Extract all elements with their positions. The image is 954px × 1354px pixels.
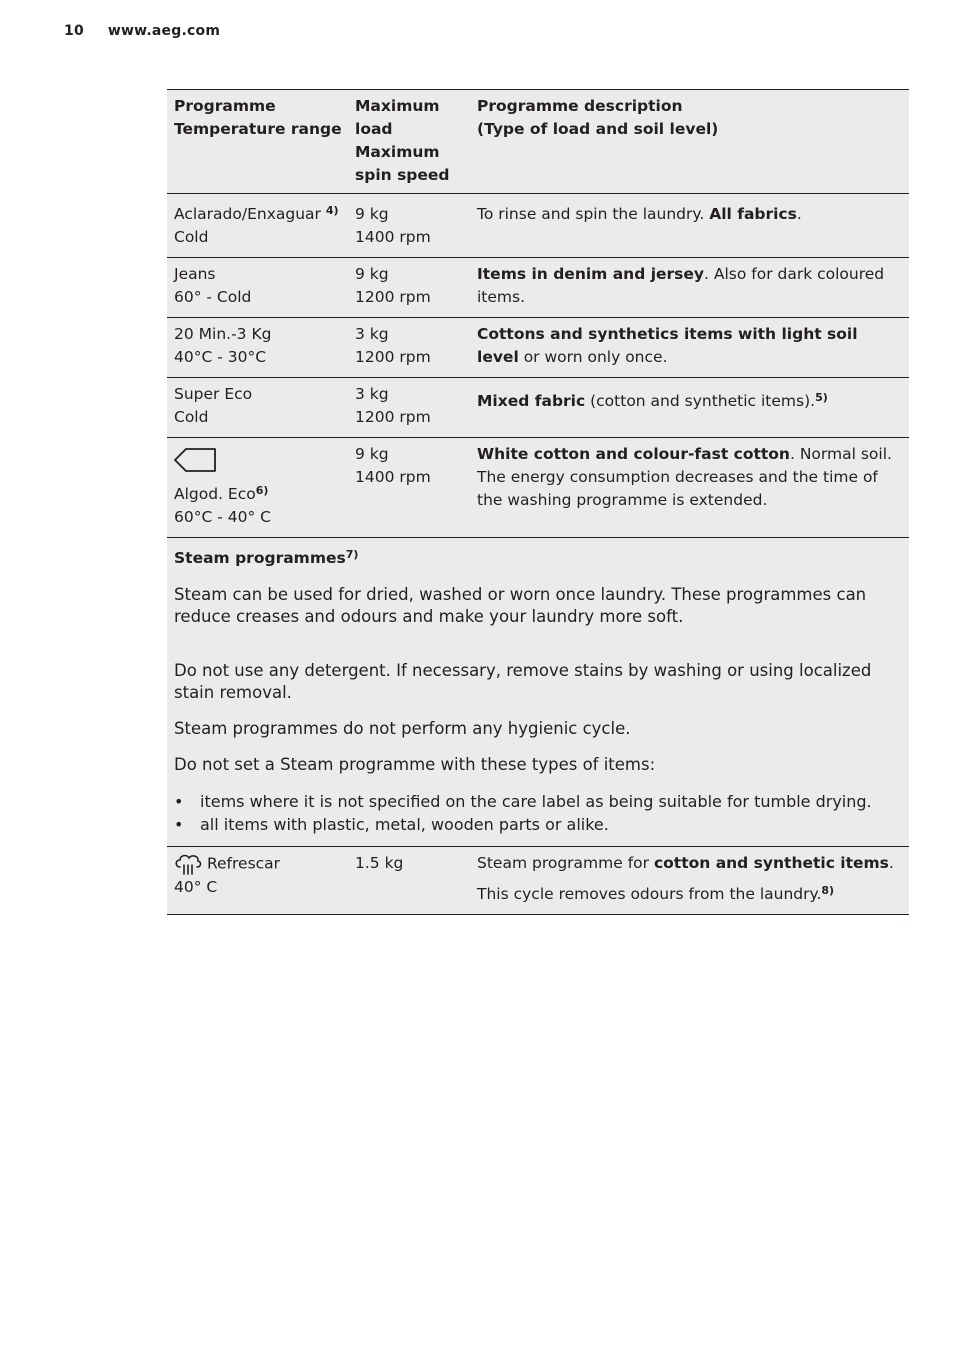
table-row [167, 318, 909, 378]
column-header-description: Programme description (Type of load and soil level) [477, 97, 719, 138]
description-cell: Cottons and synthetics items with light soil level or worn only once. [477, 325, 858, 366]
programme-cell: Jeans 60° - Cold [174, 265, 252, 306]
footnote-ref: 4) [325, 204, 339, 217]
steam-paragraph: Do not set a Steam programme with these types of items: [174, 755, 656, 774]
steam-paragraph: Steam can be used for dried, washed or worn once laundry. These programmes can reduce creases and odours and make your laundry more soft. [174, 585, 867, 626]
load-cell: 9 kg 1200 rpm [355, 265, 431, 306]
list-item: • all items with plastic, metal, wooden parts or alike. [174, 813, 895, 836]
site-url: www.aeg.com [107, 23, 221, 39]
page-number: 10 [64, 23, 84, 39]
load-cell: 3 kg 1200 rpm [355, 385, 431, 426]
list-item: • items where it is not specified on the care label as being suitable for tumble drying. [174, 790, 895, 813]
description-cell: Mixed fabric (cotton and synthetic items).$^{5)}$ [477, 391, 828, 410]
steam-paragraph: Do not use any detergent. If necessary, remove stains by washing or using localized stain removal. [174, 661, 872, 702]
steam-cloud-icon [174, 852, 202, 876]
footnote-ref: 7) [345, 548, 359, 561]
table-row [167, 847, 909, 915]
steam-paragraph: Steam programmes do not perform any hygienic cycle. [174, 719, 631, 738]
table-row [167, 438, 909, 538]
page-header [64, 23, 220, 39]
steam-programmes-section [167, 538, 909, 847]
description-cell: To rinse and spin the laundry. All fabrics. [477, 205, 802, 223]
programme-cell: 20 Min.-3 Kg 40°C - 30°C [174, 325, 272, 366]
eco-tag-icon [174, 447, 218, 473]
load-cell: 9 kg 1400 rpm [355, 205, 431, 246]
programme-cell: Aclarado/Enxaguar $^{4)}$ Cold [174, 204, 339, 246]
programme-cell: Super Eco Cold [174, 385, 253, 426]
column-header-programme: Programme Temperature range [174, 97, 342, 138]
table-header [167, 90, 909, 194]
load-cell: 3 kg 1200 rpm [355, 325, 431, 366]
table-row [167, 258, 909, 318]
description-cell: White cotton and colour-fast cotton. Normal soil. The energy consumption decreases and the time of the washing programme is extended. [477, 445, 892, 509]
load-cell: 9 kg 1400 rpm [355, 445, 431, 486]
footnote-ref: 6) [255, 484, 269, 497]
description-cell: Items in denim and jersey. Also for dark coloured items. [477, 265, 885, 306]
description-cell: Steam programme for cotton and synthetic items. This cycle removes odours from the laundry.$^{8)}$ [477, 854, 894, 903]
table-row [167, 378, 909, 438]
programme-table [167, 89, 909, 915]
column-header-load: Maximum load Maximum spin speed [355, 97, 450, 184]
footnote-ref: 8) [821, 884, 835, 897]
footnote-ref: 5) [815, 391, 828, 404]
steam-section-title: Steam programmes$^{7)}$ [174, 548, 359, 567]
steam-bullet-list [174, 790, 895, 836]
load-cell: 1.5 kg [355, 854, 404, 872]
programme-cell: Refrescar 40° C [167, 847, 355, 914]
programme-cell: Algod. Eco$^{6)}$ 60°C - 40° C [167, 438, 355, 537]
table-row [167, 194, 909, 258]
